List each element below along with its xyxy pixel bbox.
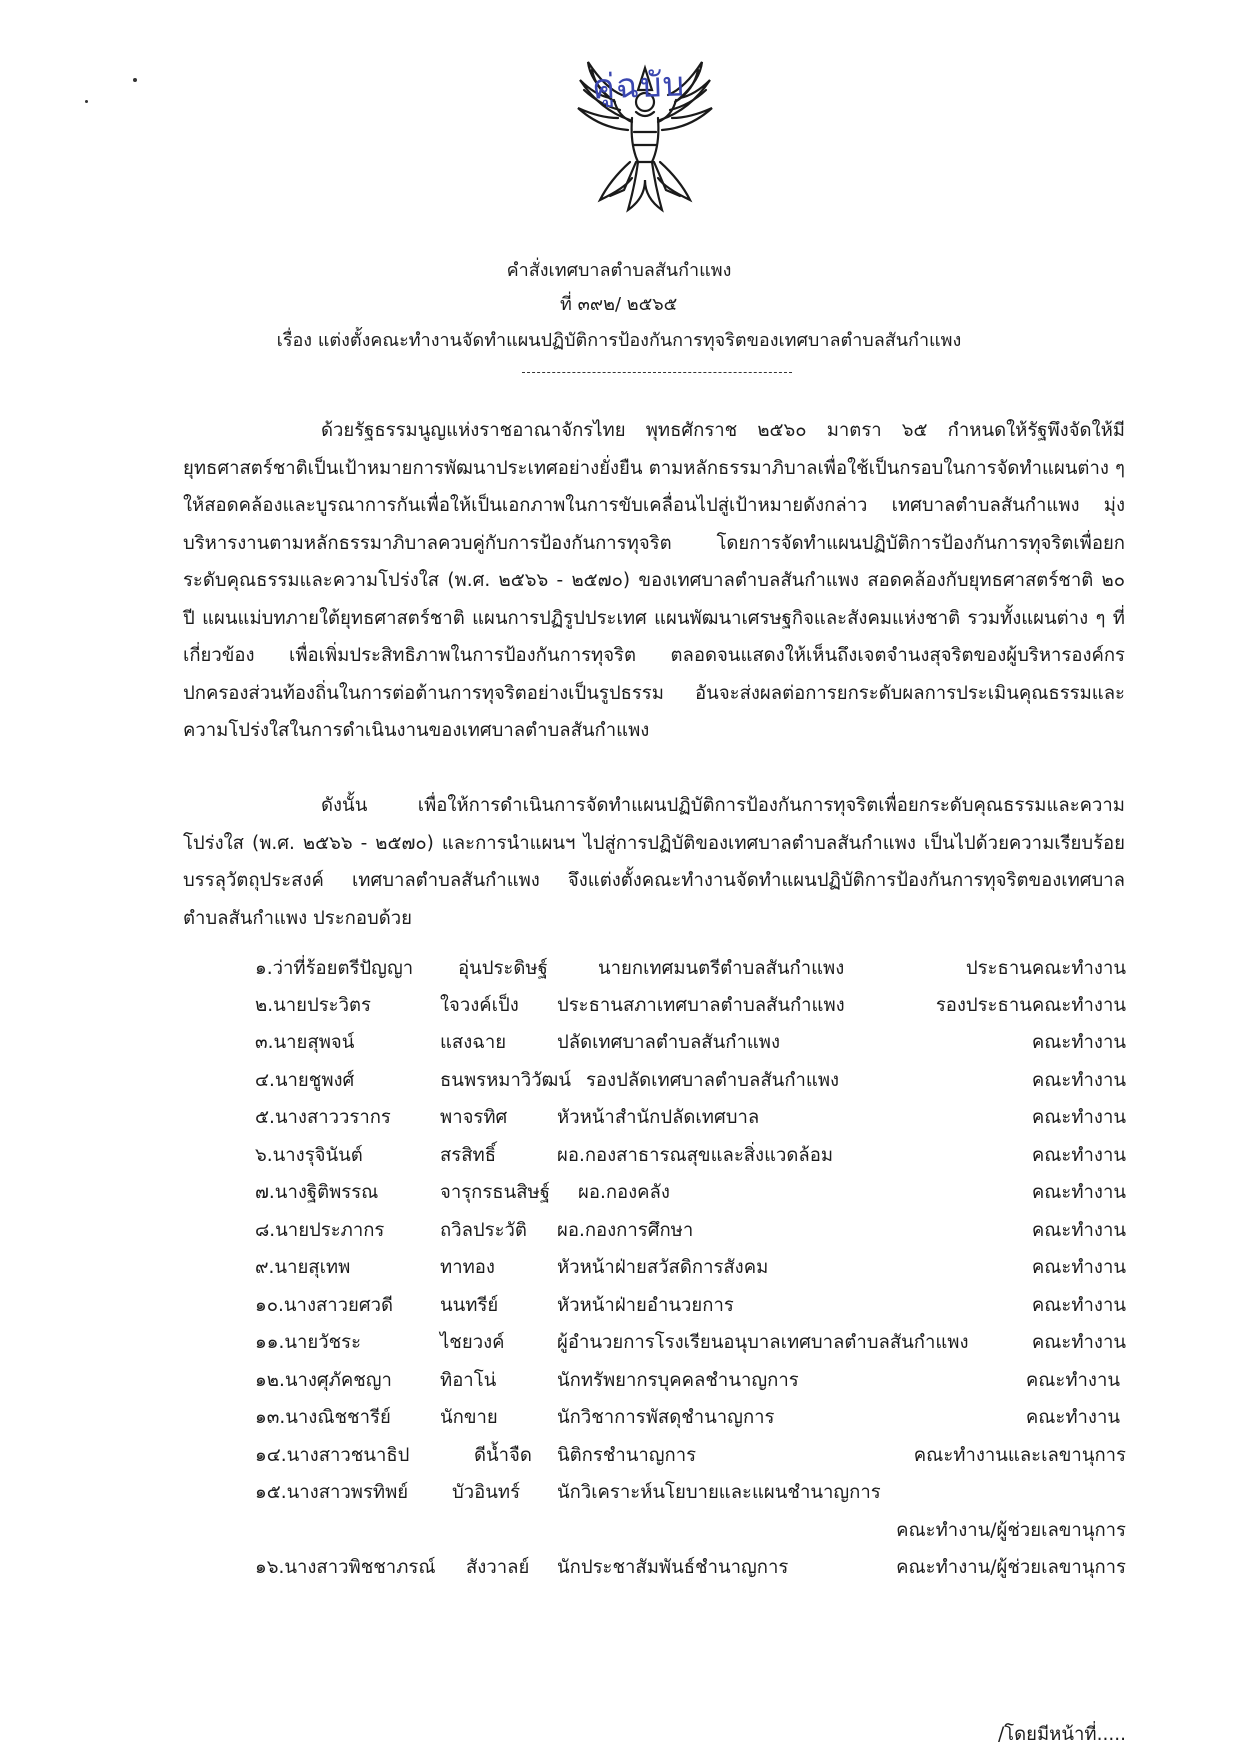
member-position: หัวหน้าฝ่ายสวัสดิการสังคม	[557, 1257, 769, 1278]
member-position: รองปลัดเทศบาลตำบลสันกำแพง	[586, 1070, 840, 1091]
member-role: คณะทำงาน	[1031, 1220, 1126, 1241]
member-position: นิติกรชำนาญการ	[557, 1445, 697, 1466]
member-role: คณะทำงาน	[1025, 1370, 1120, 1391]
member-row	[0, 991, 1238, 1021]
member-name: ๑๖.นางสาวพิชชาภรณ์	[255, 1557, 436, 1578]
member-name: ๖.นางรุจินันต์	[255, 1145, 363, 1166]
member-role: คณะทำงาน/ผู้ช่วยเลขานุการ	[896, 1557, 1126, 1578]
member-name: ๘.นายประภากร	[255, 1220, 385, 1241]
paragraph-2: ดังนั้น เพื่อให้การดำเนินการจัดทำแผนปฏิบัติการป้องกันการทุจริตเพื่อยกระดับคุณธรรมและความโปร่งใส (พ.ศ. ๒๕๖๖ - ๒๕๗๐) และการนำแผนฯ ไปสู่การปฏิบัติของเทศบาลตำบลสันกำแพง เป็นไปด้วยความเรียบร้อยบรรลุวัตถุประสงค์ เทศบาลตำบลสันกำแพง จึงแต่งตั้งคณะทำงานจัดทำแผนปฏิบัติการป้องกันการทุจริตของเทศบาลตำบลสันกำแพง ประกอบด้วย	[183, 795, 1125, 929]
member-name: ๑๕.นางสาวพรทิพย์	[255, 1482, 409, 1503]
member-name: ๑๒.นางศุภัคชญา	[255, 1370, 392, 1391]
member-position: นายกเทศมนตรีตำบลสันกำแพง	[598, 958, 845, 979]
member-position: นักประชาสัมพันธ์ชำนาญการ	[557, 1557, 789, 1578]
order-number: ที่ ๓๙๒/ ๒๕๖๕	[560, 294, 678, 315]
member-name: ๑.ว่าที่ร้อยตรีปัญญา	[255, 958, 414, 979]
member-surname: พาจรทิศ	[440, 1107, 508, 1128]
member-row	[0, 1103, 1238, 1133]
member-role: คณะทำงาน	[1031, 1107, 1126, 1128]
scan-speck	[85, 100, 88, 103]
member-row	[0, 1291, 1238, 1321]
member-surname: ธนพรหมาวิวัฒน์	[440, 1070, 571, 1091]
member-surname: จารุกรธนสิษฐ์	[440, 1182, 550, 1203]
member-row	[0, 1478, 1238, 1508]
member-surname: บัวอินทร์	[452, 1482, 521, 1503]
member-name: ๔.นายชูพงศ์	[255, 1070, 355, 1091]
member-surname: อุ่นประดิษฐ์	[458, 958, 548, 979]
member-row	[0, 1328, 1238, 1358]
member-position: ปลัดเทศบาลตำบลสันกำแพง	[557, 1032, 780, 1053]
continuation-note: /โดยมีหน้าที่.....	[997, 1724, 1126, 1745]
member-position: นักวิเคราะห์นโยบายและแผนชำนาญการ	[557, 1482, 881, 1503]
member-name: ๕.นางสาววรากร	[255, 1107, 391, 1128]
member-surname: นนทรีย์	[440, 1295, 499, 1316]
member-role: คณะทำงาน	[1031, 1332, 1126, 1353]
member-role: คณะทำงานและเลขานุการ	[913, 1445, 1126, 1466]
member-row	[0, 1178, 1238, 1208]
member-surname: ไชยวงค์	[440, 1332, 505, 1353]
member-name: ๒.นายประวิตร	[255, 995, 371, 1016]
member-row	[0, 1441, 1238, 1471]
member-row	[0, 1141, 1238, 1171]
member-position: หัวหน้าฝ่ายอำนวยการ	[557, 1295, 734, 1316]
member-surname: สังวาลย์	[466, 1557, 530, 1578]
member-surname: ดีน้ำจืด	[474, 1445, 532, 1466]
member-role: คณะทำงาน	[1031, 1070, 1126, 1091]
member-surname: ทิอาโน่	[440, 1370, 497, 1391]
order-subject: เรื่อง แต่งตั้งคณะทำงานจัดทำแผนปฏิบัติการป้องกันการทุจริตของเทศบาลตำบลสันกำแพง	[276, 330, 962, 351]
member-name: ๑๔.นางสาวชนาธิป	[255, 1445, 410, 1466]
member-row	[0, 954, 1238, 984]
member-name: ๑๑.นายวัชระ	[255, 1332, 362, 1353]
member-role: คณะทำงาน	[1031, 1257, 1126, 1278]
member-row	[0, 1253, 1238, 1283]
member-name: ๑๓.นางณิชชารีย์	[255, 1407, 391, 1428]
member-position: ผอ.กองสาธารณสุขและสิ่งแวดล้อม	[557, 1145, 834, 1166]
member-row	[0, 1366, 1238, 1396]
member-position: นักวิชาการพัสดุชำนาญการ	[557, 1407, 775, 1428]
member-position: หัวหน้าสำนักปลัดเทศบาล	[557, 1107, 760, 1128]
copy-stamp: คู่ฉบับ	[591, 64, 686, 108]
member-role: คณะทำงาน/ผู้ช่วยเลขานุการ	[896, 1520, 1126, 1541]
member-position: ผอ.กองการศึกษา	[557, 1220, 694, 1241]
member-surname: นักขาย	[440, 1407, 498, 1428]
member-name: ๙.นายสุเทพ	[255, 1257, 351, 1278]
member-role: รองประธานคณะทำงาน	[935, 995, 1126, 1016]
member-role: คณะทำงาน	[1025, 1407, 1120, 1428]
member-position: ผอ.กองคลัง	[578, 1182, 670, 1203]
member-name: ๑๐.นางสาวยศวดี	[255, 1295, 394, 1316]
member-surname: แสงฉาย	[440, 1032, 507, 1053]
member-surname: ถวิลประวัติ	[440, 1220, 527, 1241]
separator-rule	[522, 372, 792, 373]
member-role: คณะทำงาน	[1031, 1145, 1126, 1166]
member-row	[0, 1403, 1238, 1433]
member-role: คณะทำงาน	[1031, 1032, 1126, 1053]
scan-speck	[133, 78, 137, 82]
member-surname: ทาทอง	[440, 1257, 495, 1278]
member-role: คณะทำงาน	[1031, 1295, 1126, 1316]
member-row	[0, 1066, 1238, 1096]
member-row	[0, 1028, 1238, 1058]
member-row	[0, 1216, 1238, 1246]
member-role: ประธานคณะทำงาน	[965, 958, 1126, 979]
order-title: คำสั่งเทศบาลตำบลสันกำแพง	[506, 260, 732, 281]
member-position: ผู้อำนวยการโรงเรียนอนุบาลเทศบาลตำบลสันกำแพง	[557, 1332, 969, 1353]
member-surname: ใจวงค์เป็ง	[440, 995, 519, 1016]
member-position: นักทรัพยากรบุคคลชำนาญการ	[557, 1370, 799, 1391]
member-row-continued	[0, 1516, 1238, 1546]
member-position: ประธานสภาเทศบาลตำบลสันกำแพง	[557, 995, 845, 1016]
member-name: ๗.นางฐิติพรรณ	[255, 1182, 379, 1203]
member-name: ๓.นายสุพจน์	[255, 1032, 355, 1053]
member-surname: สรสิทธิ์	[440, 1145, 497, 1166]
member-role: คณะทำงาน	[1031, 1182, 1126, 1203]
paragraph-1: ด้วยรัฐธรรมนูญแห่งราชอาณาจักรไทย พุทธศักราช ๒๕๖๐ มาตรา ๖๕ กำหนดให้รัฐพึงจัดให้มียุทธศาสตร์ชาติเป็นเป้าหมายการพัฒนาประเทศอย่างยั่งยืน ตามหลักธรรมาภิบาลเพื่อใช้เป็นกรอบในการจัดทำแผนต่าง ๆ ให้สอดคล้องและบูรณาการกันเพื่อให้เป็นเอกภาพในการขับเคลื่อนไปสู่เป้าหมายดังกล่าว เทศบาลตำบลสันกำแพง มุ่งบริหารงานตามหลักธรรมาภิบาลควบคู่กับการป้องกันการทุจริต โดยการจัดทำแผนปฏิบัติการป้องกันการทุจริตเพื่อยกระดับคุณธรรมและความโปร่งใส (พ.ศ. ๒๕๖๖ - ๒๕๗๐) ของเทศบาลตำบลสันกำแพง สอดคล้องกับยุทธศาสตร์ชาติ ๒๐ ปี แผนแม่บทภายใต้ยุทธศาสตร์ชาติ แผนการปฏิรูปประเทศ แผนพัฒนาเศรษฐกิจและสังคมแห่งชาติ รวมทั้งแผนต่าง ๆ ที่เกี่ยวข้อง เพื่อเพิ่มประสิทธิภาพในการป้องกันการทุจริต ตลอดจนแสดงให้เห็นถึงเจตจำนงสุจริตของผู้บริหารองค์กรปกครองส่วนท้องถิ่นในการต่อต้านการทุจริตอย่างเป็นรูปธรรม อันจะส่งผลต่อการยกระดับผลการประเมินคุณธรรมและความโปร่งใสในการดำเนินงานของเทศบาลตำบลสันกำแพง	[183, 420, 1125, 741]
member-row	[0, 1553, 1238, 1583]
